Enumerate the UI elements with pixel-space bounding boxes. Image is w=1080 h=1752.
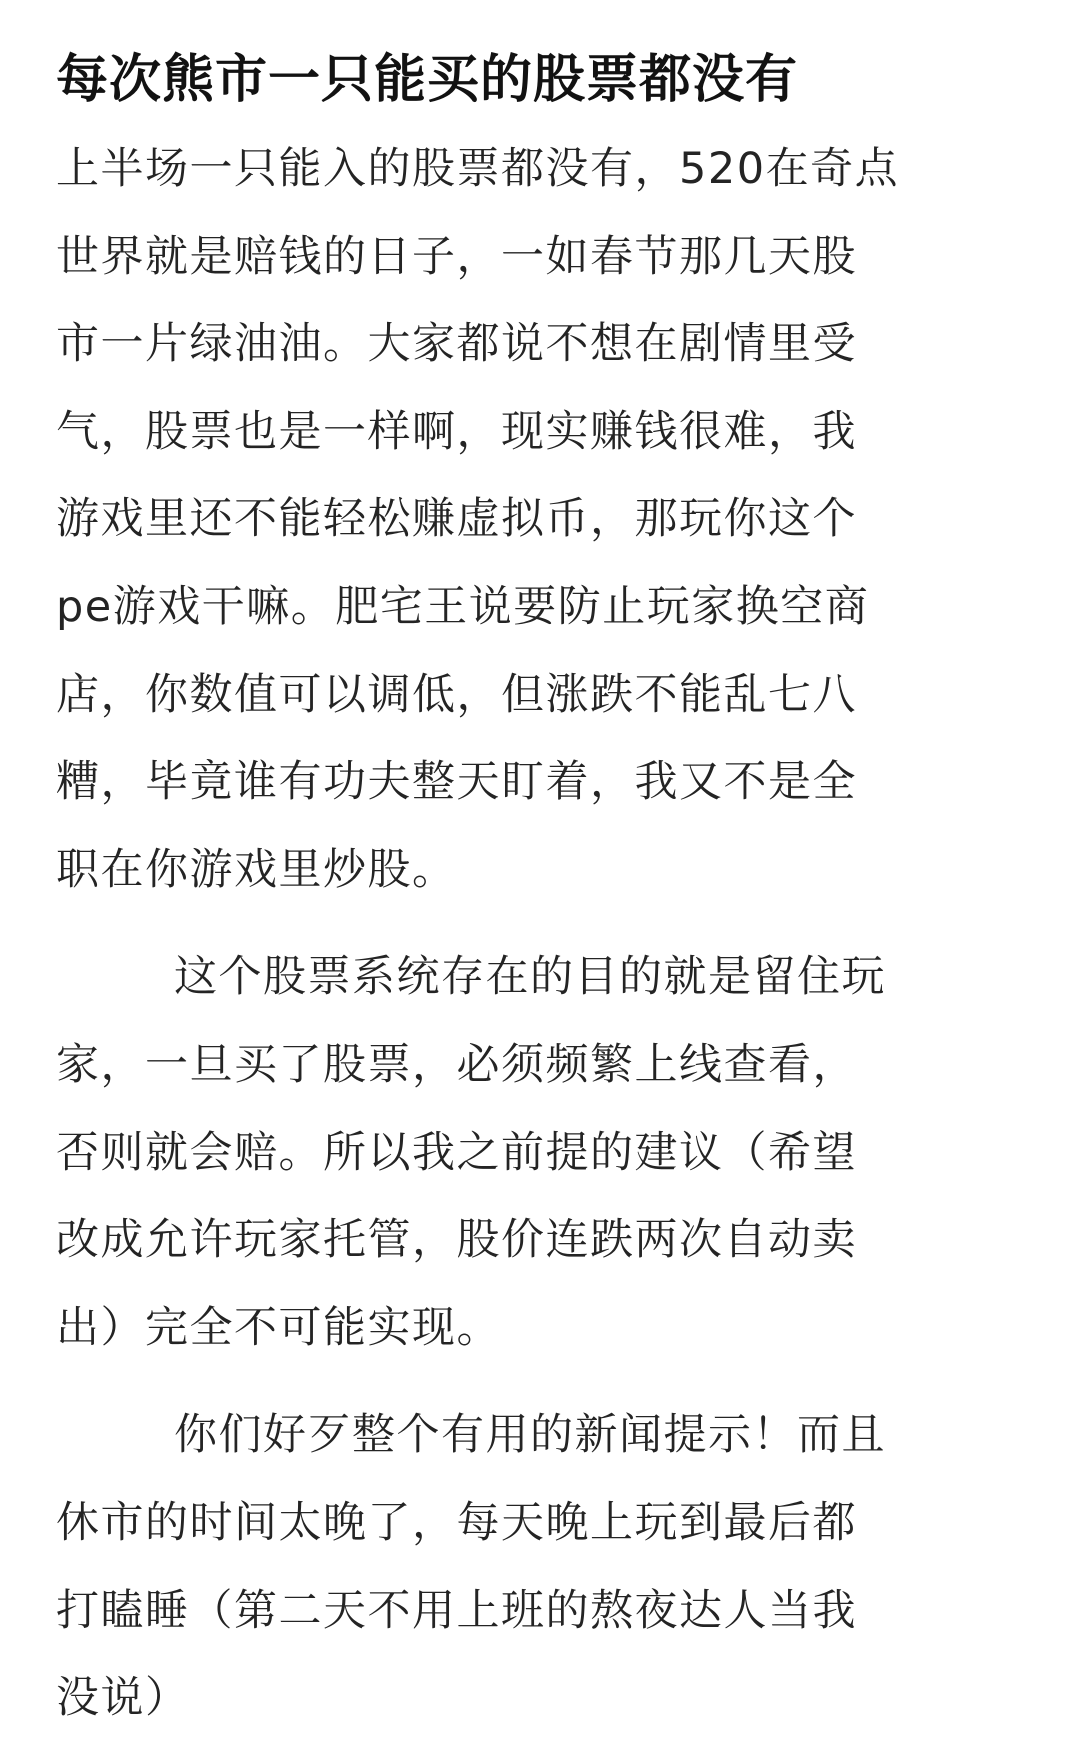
paragraph-line: 这个股票系统存在的目的就是留住玩 — [174, 952, 886, 1003]
paragraph-line: 没说） — [56, 1673, 190, 1724]
paragraph-line: 职在你游戏里炒股。 — [56, 844, 457, 895]
paragraph-line: 气，股票也是一样啊，现实赚钱很难，我 — [56, 406, 857, 457]
paragraph-line: 否则就会赔。所以我之前提的建议（希望 — [56, 1127, 857, 1178]
paragraph-line: 你们好歹整个有用的新闻提示！而且 — [174, 1410, 886, 1461]
post-title: 每次熊市一只能买的股票都没有 — [56, 50, 799, 110]
paragraph-line: 休市的时间太晚了，每天晚上玩到最后都 — [56, 1497, 857, 1548]
post-paragraph-2 — [56, 934, 1040, 1372]
paragraph-line: 糟，毕竟谁有功夫整天盯着，我又不是全 — [56, 757, 857, 808]
post-paragraph-3 — [56, 1392, 1040, 1742]
paragraph-line: 家，一旦买了股票，必须频繁上线查看， — [56, 1039, 857, 1090]
post-paragraph-1 — [56, 126, 1040, 914]
paragraph-line: 游戏里还不能轻松赚虚拟币，那玩你这个 — [56, 494, 857, 545]
paragraph-line: 店，你数值可以调低，但涨跌不能乱七八 — [56, 669, 857, 720]
paragraph-line: 市一片绿油油。大家都说不想在剧情里受 — [56, 319, 857, 370]
paragraph-spacer — [56, 914, 1040, 934]
paragraph-line: 世界就是赔钱的日子，一如春节那几天股 — [56, 231, 857, 282]
paragraph-spacer — [56, 1372, 1040, 1392]
paragraph-line: 改成允许玩家托管，股价连跌两次自动卖 — [56, 1215, 857, 1266]
paragraph-line: 上半场一只能入的股票都没有，520在奇点 — [56, 144, 900, 194]
paragraph-line: 打瞌睡（第二天不用上班的熬夜达人当我 — [56, 1585, 857, 1636]
paragraph-line: 出）完全不可能实现。 — [56, 1302, 501, 1353]
paragraph-line: pe游戏干嘛。肥宅王说要防止玩家换空商 — [56, 581, 870, 632]
